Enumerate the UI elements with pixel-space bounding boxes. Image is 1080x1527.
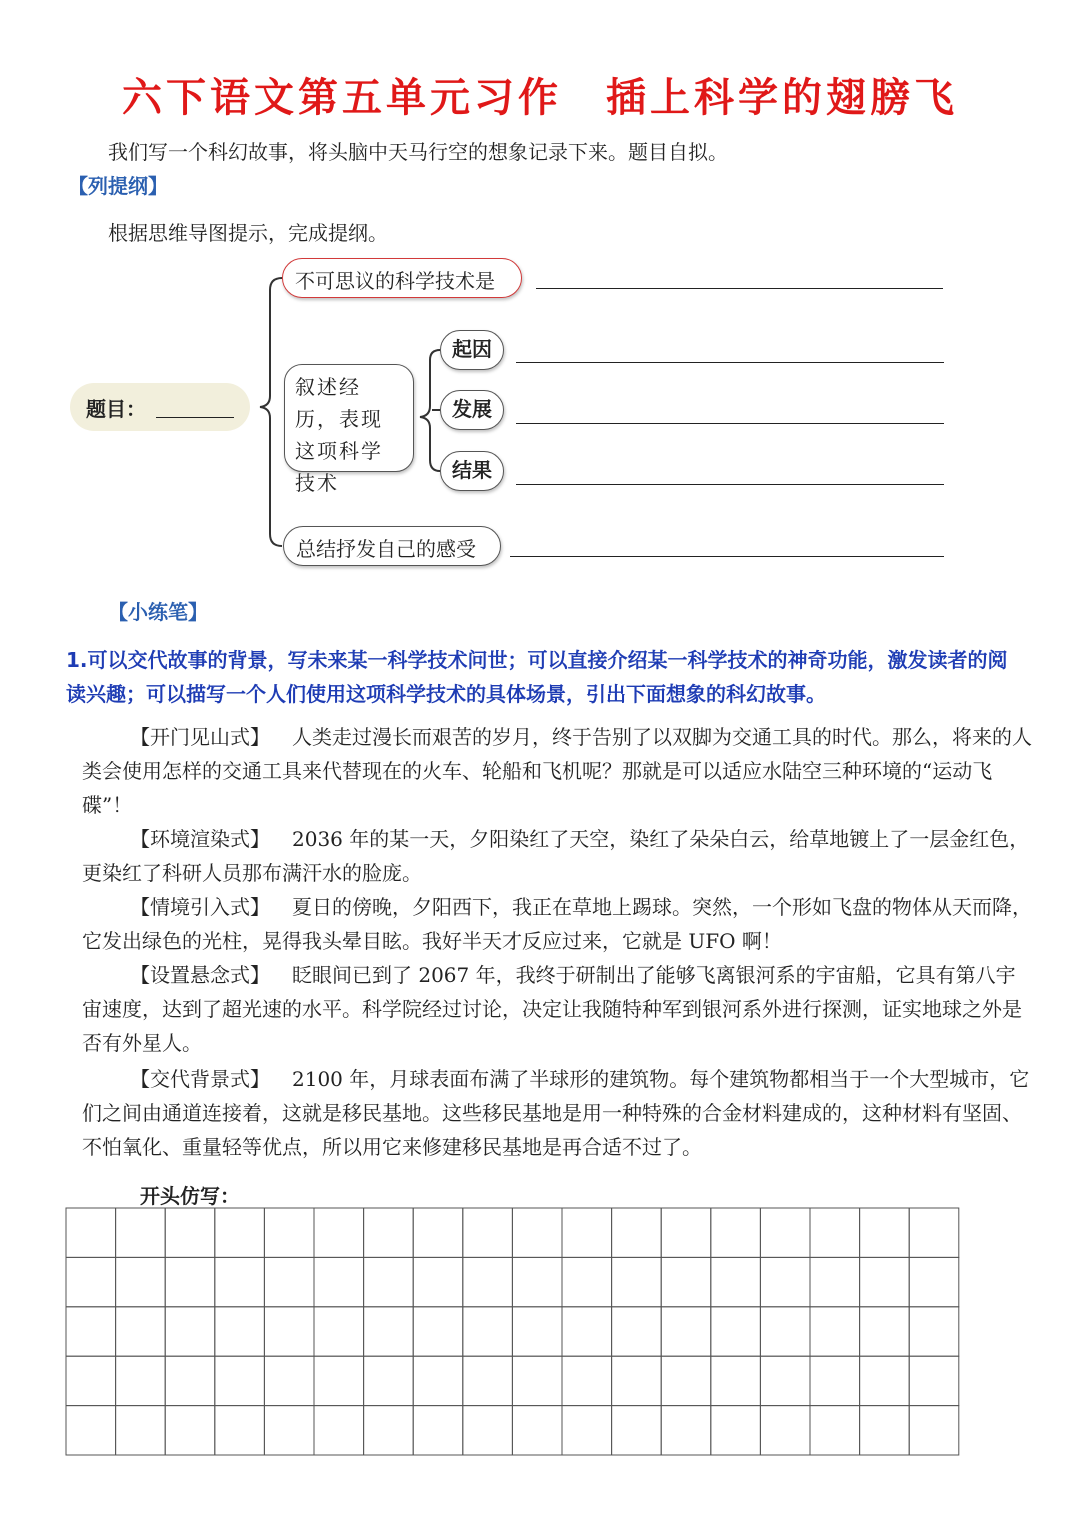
grid-cell[interactable] bbox=[165, 1356, 215, 1405]
grid-cell[interactable] bbox=[810, 1208, 860, 1257]
example-paragraph bbox=[82, 822, 1032, 890]
grid-cell[interactable] bbox=[760, 1208, 810, 1257]
grid-cell[interactable] bbox=[760, 1257, 810, 1306]
grid-cell[interactable] bbox=[463, 1307, 513, 1356]
grid-cell[interactable] bbox=[215, 1406, 265, 1455]
title-blank-line[interactable] bbox=[156, 417, 234, 418]
example-text: 夏日的傍晚，夕阳西下，我正在草地上踢球。突然，一个形如飞盘的物体从天而降，它发出绿色的光柱，晃得我头晕目眩。我好半天才反应过来，它就是 UFO 啊！ bbox=[82, 895, 1032, 953]
grid-cell[interactable] bbox=[661, 1406, 711, 1455]
grid-cell[interactable] bbox=[562, 1356, 612, 1405]
mindmap-title-node bbox=[70, 383, 250, 431]
example-tag: 【交代背景式】 bbox=[130, 1067, 270, 1091]
mindmap-cause-node: 起因 bbox=[440, 330, 504, 370]
title-node-label: 题目： bbox=[86, 397, 146, 421]
grid-cell[interactable] bbox=[562, 1307, 612, 1356]
grid-cell[interactable] bbox=[413, 1307, 463, 1356]
grid-cell[interactable] bbox=[562, 1406, 612, 1455]
practice-question: 1.可以交代故事的背景，写未来某一科学技术问世；可以直接介绍某一科学技术的神奇功能，激发读者的阅读兴趣；可以描写一个人们使用这项科学技术的具体场景，引出下面想象的科幻故事。 bbox=[66, 648, 1008, 706]
tech-answer-line[interactable] bbox=[536, 288, 943, 289]
grid-cell[interactable] bbox=[612, 1356, 662, 1405]
example-text: 2100 年，月球表面布满了半球形的建筑物。每个建筑物都相当于一个大型城市，它们之间由通道连接着，这就是移民基地。这些移民基地是用一种特殊的合金材料建成的，这种材料有坚固、不怕氧化、重量轻等优点，所以用它来修建移民基地是再合适不过了。 bbox=[82, 1067, 1030, 1159]
example-tag: 【环境渲染式】 bbox=[130, 827, 270, 851]
grid-cell[interactable] bbox=[116, 1356, 166, 1405]
grid-cell[interactable] bbox=[264, 1257, 314, 1306]
grid-cell[interactable] bbox=[463, 1406, 513, 1455]
grid-cell[interactable] bbox=[364, 1257, 414, 1306]
grid-cell[interactable] bbox=[264, 1208, 314, 1257]
grid-cell[interactable] bbox=[413, 1356, 463, 1405]
grid-cell[interactable] bbox=[512, 1356, 562, 1405]
grid-cell[interactable] bbox=[661, 1307, 711, 1356]
grid-cell[interactable] bbox=[165, 1406, 215, 1455]
grid-cell[interactable] bbox=[314, 1406, 364, 1455]
grid-cell[interactable] bbox=[612, 1208, 662, 1257]
result-answer-line[interactable] bbox=[516, 484, 944, 485]
grid-cell[interactable] bbox=[909, 1257, 959, 1306]
grid-cell[interactable] bbox=[413, 1406, 463, 1455]
grid-cell[interactable] bbox=[810, 1406, 860, 1455]
outline-heading: 【列提纲】 bbox=[68, 174, 168, 198]
summary-answer-line[interactable] bbox=[510, 556, 944, 557]
grid-cell[interactable] bbox=[512, 1406, 562, 1455]
grid-cell[interactable] bbox=[264, 1307, 314, 1356]
grid-cell[interactable] bbox=[661, 1208, 711, 1257]
grid-cell[interactable] bbox=[760, 1356, 810, 1405]
grid-cell[interactable] bbox=[413, 1257, 463, 1306]
grid-cell[interactable] bbox=[463, 1257, 513, 1306]
mindmap-tech-node: 不可思议的科学技术是 bbox=[282, 258, 522, 298]
writing-label: 开头仿写： bbox=[140, 1184, 240, 1208]
development-answer-line[interactable] bbox=[516, 423, 944, 424]
grid-cell[interactable] bbox=[661, 1356, 711, 1405]
example-text: 眨眼间已到了 2067 年，我终于研制出了能够飞离银河系的宇宙船，它具有第八宇宙速度，达到了超光速的水平。科学院经过讨论，决定让我随特种军到银河系外进行探测，证实地球之外是否有外星人。 bbox=[82, 963, 1022, 1055]
grid-cell[interactable] bbox=[612, 1307, 662, 1356]
grid-cell[interactable] bbox=[215, 1208, 265, 1257]
grid-cell[interactable] bbox=[909, 1208, 959, 1257]
grid-cell[interactable] bbox=[860, 1307, 910, 1356]
grid-cell[interactable] bbox=[711, 1307, 761, 1356]
example-tag: 【开门见山式】 bbox=[130, 725, 270, 749]
grid-cell[interactable] bbox=[810, 1356, 860, 1405]
outline-prompt: 根据思维导图提示，完成提纲。 bbox=[108, 221, 388, 245]
grid-cell[interactable] bbox=[215, 1257, 265, 1306]
grid-cell[interactable] bbox=[116, 1257, 166, 1306]
practice-heading: 【小练笔】 bbox=[108, 600, 208, 624]
example-paragraph bbox=[82, 720, 1032, 822]
grid-cell[interactable] bbox=[364, 1406, 414, 1455]
mindmap-development-node: 发展 bbox=[440, 390, 504, 430]
grid-cell[interactable] bbox=[711, 1406, 761, 1455]
grid-cell[interactable] bbox=[66, 1406, 116, 1455]
example-text: 2036 年的某一天，夕阳染红了天空，染红了朵朵白云，给草地镀上了一层金红色，更染红了科研人员那布满汗水的脸庞。 bbox=[82, 827, 1030, 885]
grid-cell[interactable] bbox=[116, 1208, 166, 1257]
grid-cell[interactable] bbox=[463, 1356, 513, 1405]
grid-cell[interactable] bbox=[165, 1257, 215, 1306]
mindmap-summary-node: 总结抒发自己的感受 bbox=[283, 526, 501, 566]
grid-cell[interactable] bbox=[711, 1208, 761, 1257]
cause-answer-line[interactable] bbox=[516, 362, 944, 363]
grid-cell[interactable] bbox=[810, 1307, 860, 1356]
grid-cell[interactable] bbox=[314, 1307, 364, 1356]
grid-cell[interactable] bbox=[116, 1406, 166, 1455]
example-paragraph bbox=[82, 890, 1032, 958]
grid-cell[interactable] bbox=[711, 1257, 761, 1306]
grid-cell[interactable] bbox=[314, 1208, 364, 1257]
mindmap-result-node: 结果 bbox=[440, 451, 504, 491]
grid-cell[interactable] bbox=[612, 1257, 662, 1306]
grid-cell[interactable] bbox=[165, 1208, 215, 1257]
grid-cell[interactable] bbox=[66, 1257, 116, 1306]
grid-cell[interactable] bbox=[810, 1257, 860, 1306]
grid-cell[interactable] bbox=[711, 1356, 761, 1405]
grid-cell[interactable] bbox=[66, 1208, 116, 1257]
grid-cell[interactable] bbox=[909, 1307, 959, 1356]
example-tag: 【设置悬念式】 bbox=[130, 963, 270, 987]
intro-text: 我们写一个科幻故事，将头脑中天马行空的想象记录下来。题目自拟。 bbox=[108, 140, 728, 164]
grid-cell[interactable] bbox=[364, 1307, 414, 1356]
grid-cell[interactable] bbox=[364, 1356, 414, 1405]
mindmap-connectors bbox=[0, 0, 1080, 600]
grid-cell[interactable] bbox=[860, 1257, 910, 1306]
grid-cell[interactable] bbox=[66, 1307, 116, 1356]
mindmap-narrate-node: 叙述经历，表现这项科学技术 bbox=[284, 364, 414, 472]
grid-cell[interactable] bbox=[66, 1356, 116, 1405]
writing-grid[interactable] bbox=[65, 1207, 961, 1457]
example-tag: 【情境引入式】 bbox=[130, 895, 270, 919]
grid-cell[interactable] bbox=[264, 1356, 314, 1405]
grid-cell[interactable] bbox=[215, 1307, 265, 1356]
grid-cell[interactable] bbox=[512, 1257, 562, 1306]
grid-cell[interactable] bbox=[512, 1208, 562, 1257]
grid-cell[interactable] bbox=[314, 1257, 364, 1306]
example-paragraph bbox=[82, 1062, 1032, 1164]
grid-cell[interactable] bbox=[165, 1307, 215, 1356]
grid-cell[interactable] bbox=[661, 1257, 711, 1306]
grid-cell[interactable] bbox=[562, 1208, 612, 1257]
grid-cell[interactable] bbox=[364, 1208, 414, 1257]
grid-cell[interactable] bbox=[264, 1406, 314, 1455]
grid-cell[interactable] bbox=[314, 1356, 364, 1405]
grid-cell[interactable] bbox=[909, 1406, 959, 1455]
grid-cell[interactable] bbox=[413, 1208, 463, 1257]
grid-cell[interactable] bbox=[562, 1257, 612, 1306]
grid-cell[interactable] bbox=[116, 1307, 166, 1356]
page-title: 六下语文第五单元习作 插上科学的翅膀飞 bbox=[122, 75, 958, 121]
grid-cell[interactable] bbox=[860, 1208, 910, 1257]
grid-cell[interactable] bbox=[463, 1208, 513, 1257]
example-paragraph bbox=[82, 958, 1032, 1060]
example-text: 人类走过漫长而艰苦的岁月，终于告别了以双脚为交通工具的时代。那么，将来的人类会使用怎样的交通工具来代替现在的火车、轮船和飞机呢？那就是可以适应水陆空三种环境的“运动飞碟”！ bbox=[82, 725, 1032, 817]
grid-cell[interactable] bbox=[860, 1406, 910, 1455]
grid-cell[interactable] bbox=[909, 1356, 959, 1405]
grid-cell[interactable] bbox=[860, 1356, 910, 1405]
grid-cell[interactable] bbox=[760, 1307, 810, 1356]
grid-cell[interactable] bbox=[215, 1356, 265, 1405]
grid-cell[interactable] bbox=[612, 1406, 662, 1455]
grid-cell[interactable] bbox=[512, 1307, 562, 1356]
grid-cell[interactable] bbox=[760, 1406, 810, 1455]
